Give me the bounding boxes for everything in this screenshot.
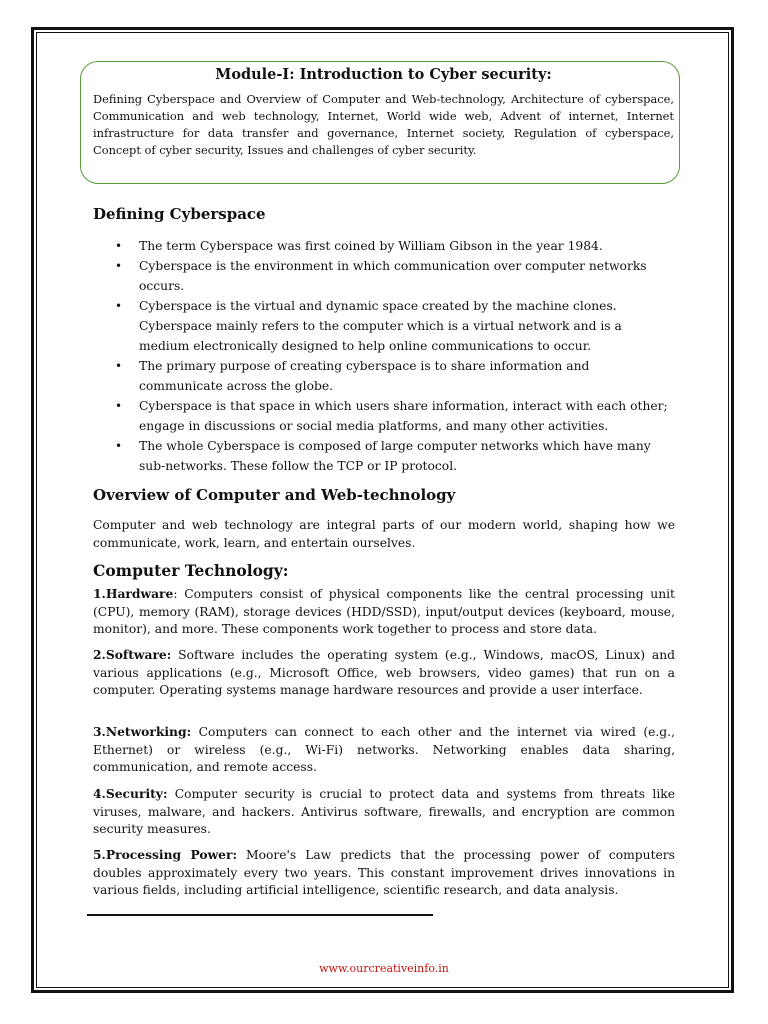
computer-tech-item-hardware	[93, 585, 675, 639]
footer-website-link[interactable]: www.ourcreativeinfo.in	[319, 962, 449, 975]
overview-paragraph: Computer and web technology are integral parts of our modern world, shaping how we communicate, work, learn, and entertain ourselves.	[93, 518, 675, 550]
list-item: • The primary purpose of creating cyberspace is to share information and communicate across the globe.	[93, 356, 673, 396]
item-text: Computer security is crucial to protect data and systems from threats like viruses, malware, and hackers. Antivirus software, firewalls, and encryption are common security measures.	[93, 787, 675, 836]
module-title: Module-I: Introduction to Cyber security:	[215, 66, 552, 83]
computer-tech-item-processing-power	[93, 846, 675, 900]
computer-tech-item-security	[93, 785, 675, 839]
item-text: : Computers consist of physical components like the central processing unit (CPU), memory (RAM), storage devices (HDD/SSD), input/output devices (keyboard, mouse, monitor), and more. These components work together to process and store data.	[93, 587, 675, 636]
item-text: Moore's Law predicts that the processing power of computers doubles approximately every two years. This constant improvement drives innovations in various fields, including artificial intelligence, scientific research, and data analysis.	[93, 848, 675, 897]
item-label: 5.Processing Power:	[93, 847, 238, 862]
computer-tech-item-software	[93, 646, 675, 700]
item-text: Computers can connect to each other and the internet via wired (e.g., Ethernet) or wireless (e.g., Wi-Fi) networks. Networking enables data sharing, communication, and remote access.	[93, 725, 675, 774]
list-item: • Cyberspace is that space in which users share information, interact with each other; engage in discussions or social media platforms, and many other activities.	[93, 396, 673, 436]
item-label: 4.Security:	[93, 786, 168, 801]
heading-defining-cyberspace: Defining Cyberspace	[93, 205, 266, 223]
list-item: • The term Cyberspace was first coined by William Gibson in the year 1984.	[93, 236, 673, 256]
item-text: Software includes the operating system (e.g., Windows, macOS, Linux) and various applications (e.g., Microsoft Office, web browsers, video games) that run on a computer. Operating systems manage hardware resources and provide a user interface.	[93, 648, 675, 697]
heading-overview: Overview of Computer and Web-technology	[93, 486, 456, 504]
item-label: 3.Networking:	[93, 724, 192, 739]
item-label: 1.Hardware	[93, 586, 174, 601]
cyberspace-bullet-list	[93, 236, 673, 476]
list-item: • Cyberspace is the environment in which communication over computer networks occurs.	[93, 256, 673, 296]
computer-tech-item-networking	[93, 723, 675, 777]
item-label: 2.Software:	[93, 647, 172, 662]
heading-computer-technology: Computer Technology:	[93, 561, 289, 580]
list-item: • Cyberspace is the virtual and dynamic space created by the machine clones. Cyberspace mainly refers to the computer which is a virtual network and is a medium electronically designed to help online communications to occur.	[93, 296, 673, 356]
footnote-divider	[87, 914, 433, 916]
list-item: • The whole Cyberspace is composed of large computer networks which have many sub-networks. These follow the TCP or IP protocol.	[93, 436, 673, 476]
module-description: Defining Cyberspace and Overview of Computer and Web-technology, Architecture of cyberspace, Communication and web technology, Internet, World wide web, Advent of internet, Internet infrastructure for data transfer and governance, Internet society, Regulation of cyberspace, Concept of cyber security, Issues and challenges of cyber security.	[93, 92, 674, 157]
module-summary-box	[80, 61, 680, 184]
